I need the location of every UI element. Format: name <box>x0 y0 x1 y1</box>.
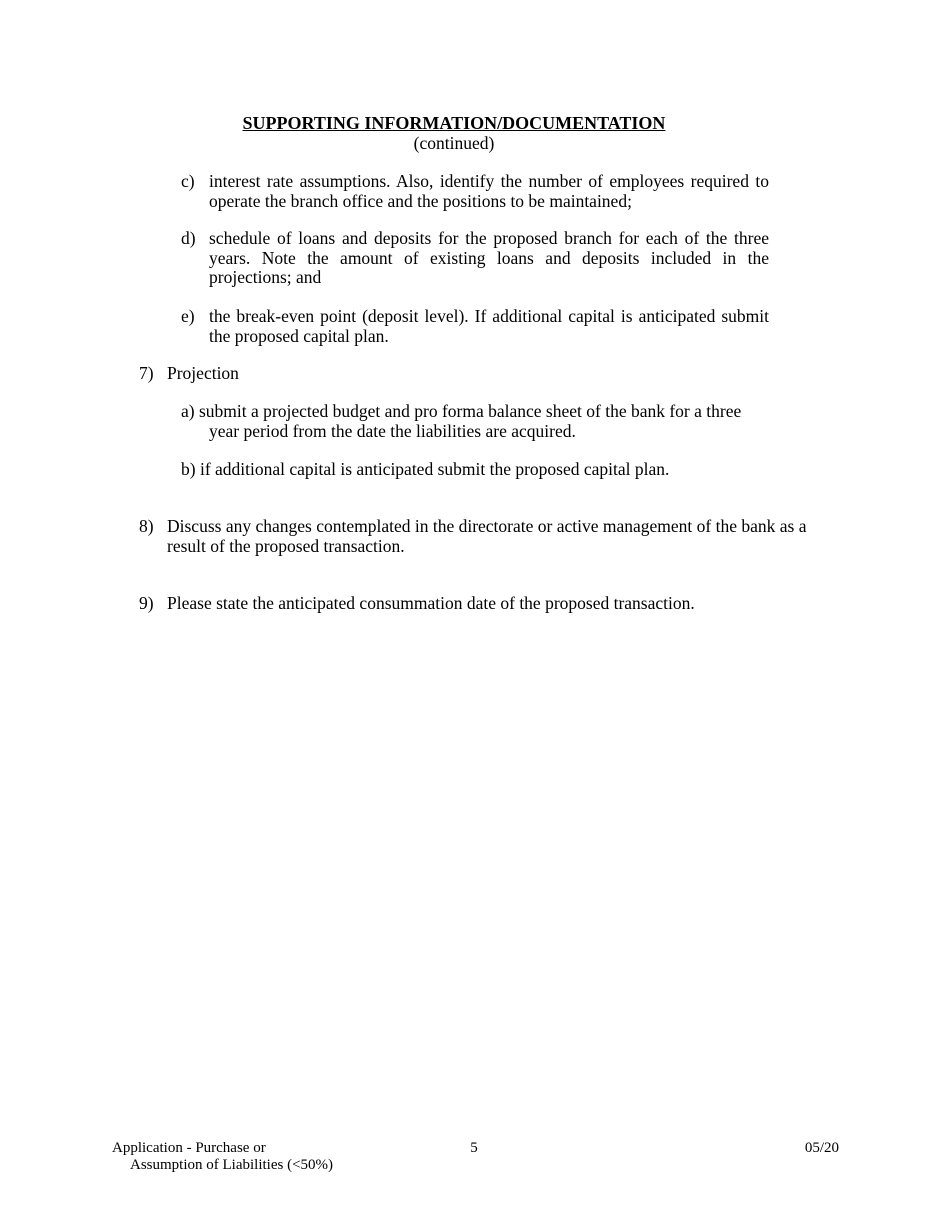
page-subtitle: (continued) <box>413 133 495 153</box>
footer-revision-date: 05/20 <box>804 1140 839 1156</box>
list-item-c <box>181 172 769 212</box>
footer-page-number: 5 <box>470 1140 478 1156</box>
list-item-text: Please state the anticipated consummation date of the proposed transaction. <box>167 593 695 613</box>
footer-form-title-line2: Assumption of Liabilities (<50%) <box>130 1157 334 1173</box>
list-item-d <box>181 229 769 289</box>
list-item-7a <box>181 402 781 442</box>
list-item-7b-text: b) if additional capital is anticipated submit the proposed capital plan. <box>181 459 670 479</box>
list-item-9 <box>139 594 809 614</box>
list-item-label: 8) <box>139 516 154 536</box>
list-item-label: d) <box>181 228 196 248</box>
list-item-7b <box>181 460 781 480</box>
list-item-label: 7) <box>139 363 154 383</box>
page-title: SUPPORTING INFORMATION/DOCUMENTATION <box>242 113 666 133</box>
footer-form-title <box>112 1140 412 1174</box>
list-item-label: e) <box>181 306 195 326</box>
list-item-7a-line2: year period from the date the liabilities are acquired. <box>209 420 576 441</box>
footer-form-title-line1: Application - Purchase or <box>112 1140 266 1156</box>
list-item-7 <box>139 364 539 384</box>
list-item-text: schedule of loans and deposits for the proposed branch for each of the three years. Note the amount of existing loans and deposits included in the projections; and <box>209 228 769 287</box>
list-item-text: the break-even point (deposit level). If additional capital is anticipated submit the proposed capital plan. <box>209 306 769 346</box>
list-item-label: c) <box>181 171 195 191</box>
list-item-8 <box>139 517 809 557</box>
list-item-text: interest rate assumptions. Also, identify the number of employees required to operate the branch office and the positions to be maintained; <box>209 171 769 211</box>
list-item-label: 9) <box>139 593 154 613</box>
list-item-text: Discuss any changes contemplated in the directorate or active management of the bank as a result of the proposed transaction. <box>167 516 807 556</box>
list-item-e <box>181 307 769 347</box>
list-item-7a-line1: a) submit a projected budget and pro forma balance sheet of the bank for a three <box>181 401 742 421</box>
list-item-text: Projection <box>167 363 239 383</box>
